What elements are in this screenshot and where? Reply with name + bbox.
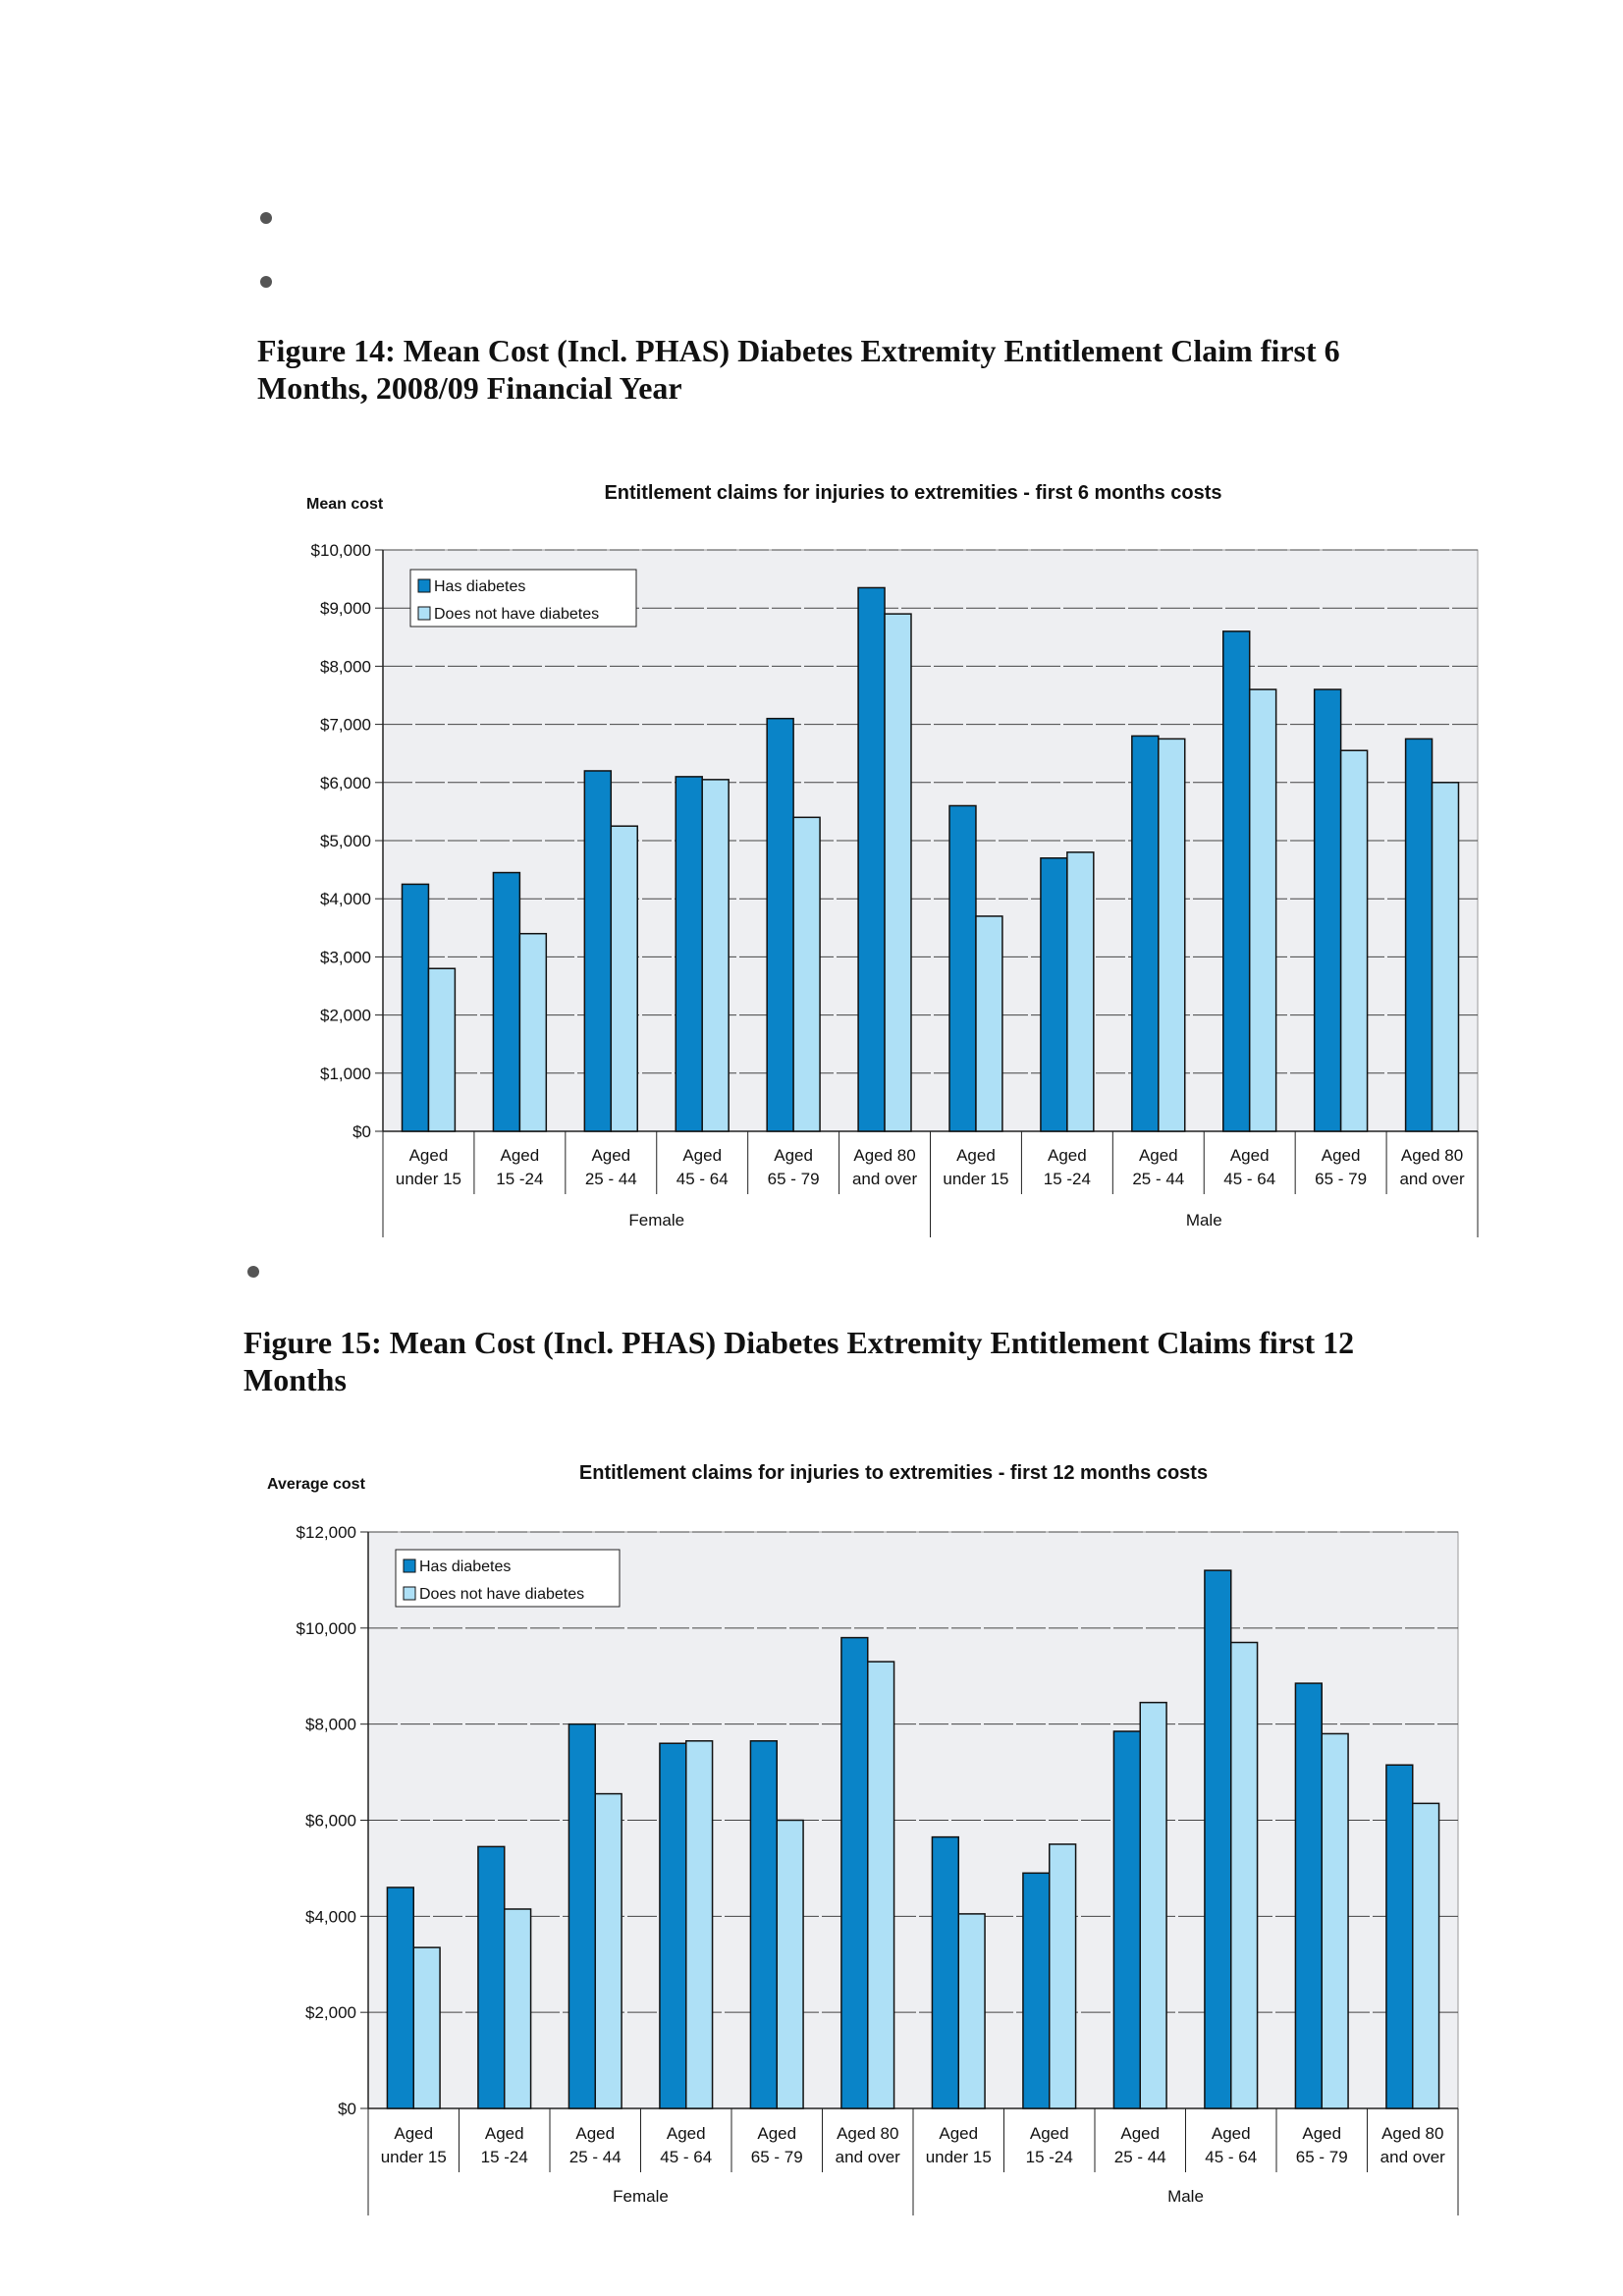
y-axis-label: Average cost: [267, 1476, 365, 1493]
bar-has-diabetes: [660, 1743, 686, 2108]
bar-has-diabetes: [1295, 1683, 1322, 2108]
x-tick-label: Aged: [1138, 1146, 1178, 1165]
legend-swatch: [418, 607, 430, 620]
bar-no-diabetes: [1159, 738, 1185, 1131]
legend-swatch: [418, 579, 430, 592]
x-tick-label: Aged: [575, 2124, 616, 2143]
bar-no-diabetes: [428, 968, 455, 1131]
x-tick-label: 65 - 79: [767, 1170, 820, 1188]
figure-14-heading: Figure 14: Mean Cost (Incl. PHAS) Diabetes Extremity Entitlement Claim first 6 Months, 2008/09 Financial Year: [257, 333, 1340, 406]
x-tick-label: Aged: [666, 2124, 706, 2143]
x-tick-label: and over: [1380, 2148, 1445, 2166]
chart-title: Entitlement claims for injuries to extremities - first 12 months costs: [578, 1462, 1209, 1484]
bar-has-diabetes: [1023, 1873, 1050, 2108]
bullet-point: [247, 1266, 259, 1278]
x-tick-label: 15 -24: [480, 2148, 528, 2166]
x-tick-label: 15 -24: [1043, 1170, 1091, 1188]
x-tick-label: Aged: [408, 1146, 449, 1165]
x-tick-label: Aged: [1321, 1146, 1361, 1165]
x-tick-label: Aged: [757, 2124, 797, 2143]
bar-no-diabetes: [702, 780, 729, 1131]
bar-no-diabetes: [611, 826, 637, 1131]
figure-15-heading: Figure 15: Mean Cost (Incl. PHAS) Diabetes Extremity Entitlement Claims first 12 Months: [243, 1325, 1355, 1397]
y-tick-label: $0: [352, 1122, 371, 1141]
x-tick-label: under 15: [395, 1170, 462, 1188]
bar-has-diabetes: [676, 777, 702, 1131]
bar-no-diabetes: [686, 1741, 713, 2108]
legend-swatch: [404, 1587, 415, 1600]
bullet-point: [260, 212, 272, 224]
bar-has-diabetes: [949, 805, 976, 1131]
x-tick-label: and over: [851, 1170, 918, 1188]
bar-no-diabetes: [595, 1794, 622, 2108]
x-tick-label: 25 - 44: [584, 1170, 637, 1188]
x-tick-label: 45 - 64: [660, 2148, 713, 2166]
x-tick-label: Aged: [1302, 2124, 1342, 2143]
x-tick-label: 45 - 64: [676, 1170, 729, 1188]
bar-no-diabetes: [519, 934, 546, 1131]
x-tick-label: 15 -24: [1025, 2148, 1073, 2166]
bar-no-diabetes: [1140, 1703, 1166, 2108]
x-tick-label: Aged: [484, 2124, 524, 2143]
x-tick-label: 25 - 44: [1113, 2148, 1166, 2166]
bar-no-diabetes: [885, 614, 911, 1131]
bar-has-diabetes: [1223, 631, 1250, 1131]
bar-no-diabetes: [777, 1821, 803, 2109]
bar-no-diabetes: [793, 817, 820, 1131]
x-tick-label: 25 - 44: [568, 2148, 622, 2166]
x-tick-label: Aged: [1048, 1146, 1087, 1165]
x-tick-label: and over: [1399, 1170, 1465, 1188]
x-tick-label: Aged 80: [853, 1146, 916, 1165]
bar-has-diabetes: [584, 771, 611, 1131]
bar-no-diabetes: [1250, 689, 1276, 1131]
bar-has-diabetes: [858, 587, 885, 1131]
bar-has-diabetes: [1113, 1731, 1140, 2108]
x-tick-label: Aged: [1120, 2124, 1161, 2143]
chart-figure-15: [0, 1444, 1623, 2249]
bar-no-diabetes: [505, 1909, 531, 2108]
y-tick-label: $5,000: [320, 832, 371, 850]
bar-has-diabetes: [841, 1638, 868, 2108]
x-tick-label: Aged 80: [837, 2124, 899, 2143]
legend-label: Has diabetes: [419, 1558, 512, 1575]
bar-no-diabetes: [1050, 1844, 1076, 2108]
bar-has-diabetes: [493, 873, 519, 1131]
bar-has-diabetes: [387, 1887, 413, 2108]
x-tick-label: 15 -24: [496, 1170, 544, 1188]
x-tick-label: under 15: [943, 1170, 1009, 1188]
group-label: Female: [628, 1211, 685, 1230]
bar-has-diabetes: [767, 719, 793, 1131]
bar-no-diabetes: [413, 1947, 440, 2108]
bar-has-diabetes: [1315, 689, 1341, 1131]
bar-no-diabetes: [1433, 783, 1459, 1131]
y-tick-label: $12,000: [296, 1523, 356, 1542]
bar-has-diabetes: [1205, 1570, 1231, 2108]
y-tick-label: $1,000: [320, 1064, 371, 1083]
y-axis-label: Mean cost: [306, 496, 384, 513]
x-tick-label: Aged: [1211, 2124, 1251, 2143]
y-tick-label: $9,000: [320, 599, 371, 619]
bullet-point: [260, 276, 272, 288]
bar-no-diabetes: [1413, 1803, 1439, 2108]
y-tick-label: $0: [338, 2100, 356, 2118]
legend-label: Does not have diabetes: [419, 1586, 585, 1603]
bar-has-diabetes: [750, 1741, 777, 2108]
y-tick-label: $4,000: [305, 1907, 356, 1927]
legend-label: Does not have diabetes: [434, 606, 600, 623]
bar-no-diabetes: [976, 916, 1002, 1131]
x-tick-label: Aged: [1229, 1146, 1270, 1165]
y-tick-label: $6,000: [305, 1811, 356, 1831]
x-tick-label: Aged: [682, 1146, 723, 1165]
bar-has-diabetes: [1386, 1765, 1413, 2108]
y-tick-label: $8,000: [320, 657, 371, 677]
x-tick-label: under 15: [380, 2148, 447, 2166]
bar-has-diabetes: [1132, 736, 1159, 1131]
legend-label: Has diabetes: [434, 578, 526, 595]
legend-swatch: [404, 1559, 415, 1572]
y-tick-label: $6,000: [320, 773, 371, 793]
x-tick-label: 45 - 64: [1223, 1170, 1276, 1188]
bar-has-diabetes: [1406, 738, 1433, 1131]
y-tick-label: $7,000: [320, 715, 371, 735]
chart-title: Entitlement claims for injuries to extremities - first 6 months costs: [604, 482, 1222, 504]
x-tick-label: under 15: [925, 2148, 992, 2166]
x-tick-label: Aged: [1029, 2124, 1069, 2143]
x-tick-label: Aged: [394, 2124, 434, 2143]
y-tick-label: $10,000: [296, 1618, 356, 1638]
x-tick-label: 65 - 79: [1315, 1170, 1368, 1188]
bar-no-diabetes: [958, 1914, 985, 2108]
group-label: Male: [1185, 1211, 1222, 1230]
x-tick-label: Aged: [500, 1146, 540, 1165]
chart-figure-14: [0, 462, 1623, 1247]
group-label: Male: [1167, 2187, 1204, 2206]
x-tick-label: and over: [835, 2148, 900, 2166]
bar-has-diabetes: [1041, 858, 1067, 1131]
bar-has-diabetes: [568, 1724, 595, 2108]
y-tick-label: $2,000: [320, 1006, 371, 1025]
bar-no-diabetes: [1231, 1643, 1258, 2108]
group-label: Female: [613, 2187, 669, 2206]
x-tick-label: 45 - 64: [1205, 2148, 1258, 2166]
x-tick-label: Aged: [956, 1146, 996, 1165]
x-tick-label: Aged 80: [1381, 2124, 1444, 2143]
x-tick-label: Aged: [591, 1146, 631, 1165]
y-tick-label: $2,000: [305, 2003, 356, 2023]
bar-no-diabetes: [1322, 1733, 1348, 2108]
y-tick-label: $3,000: [320, 948, 371, 967]
y-tick-label: $4,000: [320, 890, 371, 909]
bar-has-diabetes: [478, 1846, 505, 2108]
x-tick-label: 65 - 79: [750, 2148, 803, 2166]
x-tick-label: 65 - 79: [1295, 2148, 1348, 2166]
x-tick-label: Aged: [774, 1146, 813, 1165]
bar-has-diabetes: [932, 1837, 958, 2108]
y-tick-label: $10,000: [310, 541, 371, 560]
x-tick-label: 25 - 44: [1132, 1170, 1185, 1188]
bar-has-diabetes: [403, 884, 429, 1131]
y-tick-label: $8,000: [305, 1715, 356, 1734]
x-tick-label: Aged: [939, 2124, 979, 2143]
bar-no-diabetes: [1067, 852, 1094, 1131]
bar-no-diabetes: [1341, 750, 1368, 1131]
bar-no-diabetes: [868, 1662, 894, 2108]
x-tick-label: Aged 80: [1400, 1146, 1464, 1165]
